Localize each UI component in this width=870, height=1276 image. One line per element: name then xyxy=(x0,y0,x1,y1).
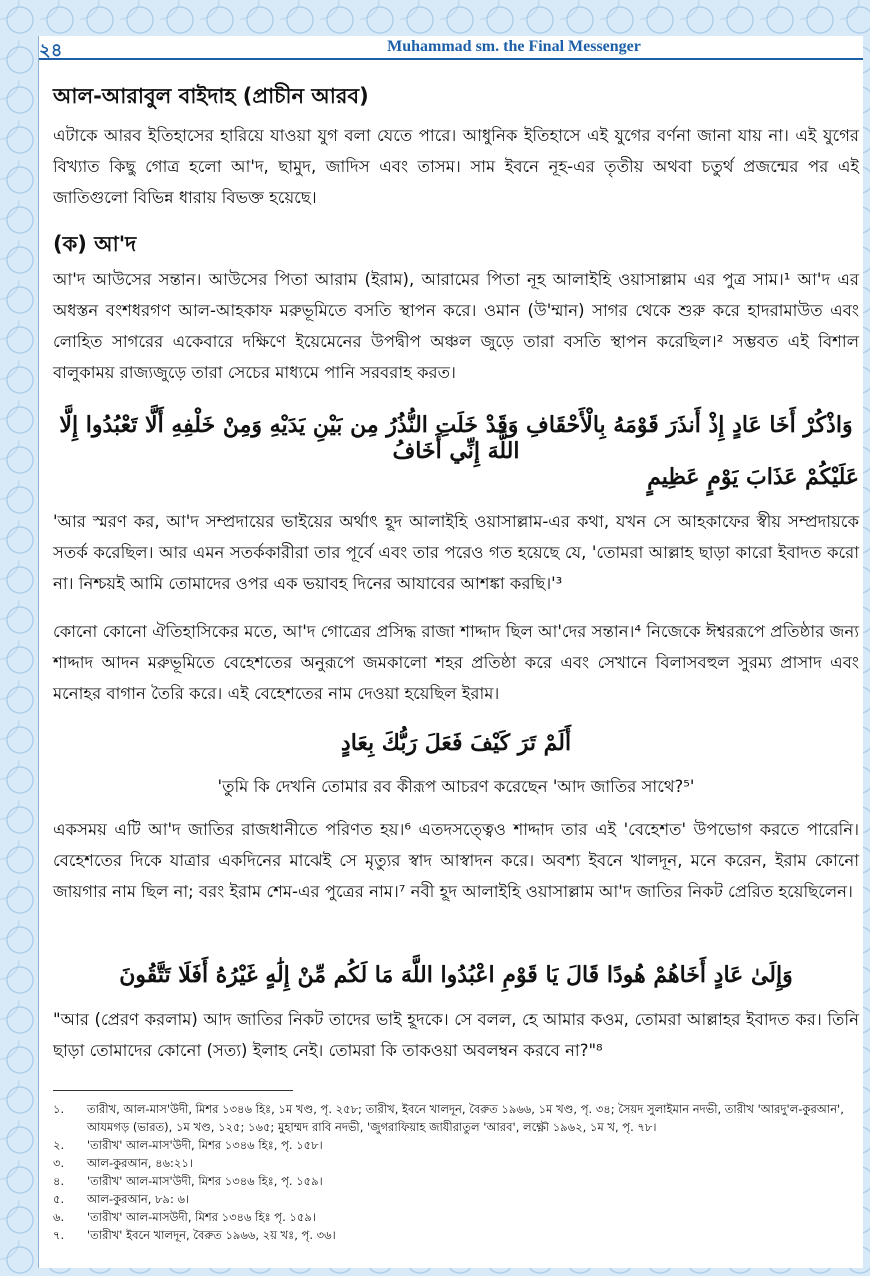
footnote xyxy=(53,1190,853,1208)
aad-paragraph: আ'দ আউসের সন্তান। আউসের পিতা আরাম (ইরাম), আরামের পিতা নূহ আলাইহি ওয়াসাল্লাম এর পুত্র সাম।¹ আ'দ এর অধস্তন বংশধরগণ আল-আহকাফ মরুভূমিতে বসতি স্থাপন করে। ওমান (উ'ম্মান) সাগর থেকে শুরু করে হাদরামাউত এবং লোহিত সাগরের একেবারে দক্ষিণে ইয়েমেনের উপদ্বীপ অঞ্চল জুড়ে তারা বসতি স্থাপন করেছিল।² সম্ভবত এই বিশাল বালুকাময় রাজ্যজুড়ে তারা সেচের মাধ্যমে পানি সরবরাহ করত। xyxy=(53,270,859,382)
footnote-number: ৫. xyxy=(53,1192,65,1206)
footnote-text: 'তারীখ' আল-মাস'উদী, মিশর ১৩৪৬ হিঃ, পৃ. ১৫৮। xyxy=(87,1138,323,1152)
capital-paragraph: একসময় এটি আ'দ জাতির রাজধানীতে পরিণত হয়।⁶ এতদসত্ত্বেও শাদ্দাদ তার এই 'বেহেশত' উপভোগ করতে পারেনি। বেহেশতের দিকে যাত্রার একদিনের মাঝেই সে মৃত্যুর স্বাদ আস্বাদন করে। অবশ্য ইবনে খালদূন, মনে করেন, ইরাম কোনো জায়গার নাম ছিল না; বরং ইরাম শেম-এর পুত্রের নাম।⁷ নবী হূদ আলাইহি ওয়াসাল্লাম আ'দ জাতির নিকট প্রেরিত হয়েছিলেন। xyxy=(53,820,859,901)
footnote-text: 'তারীখ' আল-মাস'উদী, মিশর ১৩৪৬ হিঃ, পৃ. ১৫৯। xyxy=(87,1174,323,1188)
shaddad-paragraph: কোনো কোনো ঐতিহাসিকের মতে, আ'দ গোত্রের প্রসিদ্ধ রাজা শাদ্দাদ ছিল আ'দের সন্তান।⁴ নিজেকে ঈশ্বররূপে প্রতিষ্ঠার জন্য শাদ্দাদ আদন মরুভূমিতে বেহেশতের অনুরূপে জমকালো শহর প্রতিষ্ঠা করে এবং সেখানে বিলাসবহুল সুরম্য প্রাসাদ এবং মনোহর বাগান তৈরি করে। এই বেহেশতের নাম দেওয়া হয়েছিল ইরাম। xyxy=(53,622,859,703)
footnote-text: 'তারীখ' ইবনে খালদূন, বৈরুত ১৯৬৬, ২য় খঃ, পৃ. ৩৬। xyxy=(87,1228,336,1242)
footnote-text: 'তারীখ' আল-মাসউদী, মিশর ১৩৪৬ হিঃ পৃ. ১৫৯। xyxy=(87,1210,316,1224)
translation-3: "আর (প্রেরণ করলাম) আদ জাতির নিকট তাদের ভাই হূদকে। সে বলল, হে আমার কওম, তোমরা আল্লাহর ইবাদত কর। তিনি ছাড়া তোমাদের কোনো (সত্য) ইলাহ নেই। তোমরা কি তাকওয়া অবলম্বন করবে না?"⁸ xyxy=(53,1010,859,1060)
intro-paragraph: এটাকে আরব ইতিহাসের হারিয়ে যাওয়া যুগ বলা যেতে পারে। আধুনিক ইতিহাসে এই যুগের বর্ণনা জানা যায় না। এই যুগের বিখ্যাত কিছু গোত্র হলো আ'দ, ছামুদ, জাদিস এবং তাসম। সাম ইবনে নূহ-এর তৃতীয় অথবা চতুর্থ প্রজন্মের পর এই জাতিগুলো বিভিন্ন ধারায় বিভক্ত হয়েছে। xyxy=(53,126,859,207)
arabic-verse-2: أَلَمْ تَرَ كَيْفَ فَعَلَ رَبُّكَ بِعَادٍ xyxy=(340,730,572,756)
footnote-number: ৬. xyxy=(53,1210,65,1224)
footnotes xyxy=(53,1100,853,1244)
footnote-number: ৪. xyxy=(53,1174,65,1188)
running-title: Muhammad sm. the Final Messenger xyxy=(387,38,641,55)
translation-2: 'তুমি কি দেখনি তোমার রব কীরূপ আচরণ করেছেন 'আদ জাতির সাথে?⁵' xyxy=(217,777,695,796)
footnote-number: ১. xyxy=(53,1102,65,1116)
arabic-verse-1-line-2: عَلَيْكُمْ عَذَابَ يَوْمٍ عَظِيمٍ xyxy=(647,464,859,490)
footnote-text: আল-কুরআন, ৮৯: ৬। xyxy=(87,1192,190,1206)
footnote-number: ৩. xyxy=(53,1156,65,1170)
footnote xyxy=(53,1226,853,1244)
footnote-divider xyxy=(53,1090,293,1091)
subheading-aad: (ক) আ'দ xyxy=(53,232,137,256)
arabic-verse-3: وَإِلَىٰ عَادٍ أَخَاهُمْ هُودًا قَالَ يَا قَوْمِ اعْبُدُوا اللَّهَ مَا لَكُم مِّنْ إِلَٰهٍ غَيْرُهُ أَفَلَا تَتَّقُونَ xyxy=(119,962,793,988)
footnote xyxy=(53,1154,853,1172)
footnote-number: ২. xyxy=(53,1138,65,1152)
footnote-number: ৭. xyxy=(53,1228,65,1242)
page-number: ২৪ xyxy=(39,40,63,61)
footnote-text: আল-কুরআন, ৪৬:২১। xyxy=(87,1156,193,1170)
footnote xyxy=(53,1100,853,1136)
footnote xyxy=(53,1172,853,1190)
arabic-verse-1-line-1: وَاذْكُرْ أَخَا عَادٍ إِذْ أَنذَرَ قَوْمَهُ بِالْأَحْقَافِ وَقَدْ خَلَتِ النُّذُرُ مِن بَيْنِ يَدَيْهِ وَمِنْ خَلْفِهِ أَلَّا تَعْبُدُوا إِلَّا اللَّهَ إِنِّي أَخَافُ xyxy=(59,412,853,464)
footnote xyxy=(53,1136,853,1154)
section-heading: আল-আরাবুল বাইদাহ (প্রাচীন আরব) xyxy=(53,84,369,108)
page-header xyxy=(39,36,863,60)
book-page xyxy=(38,36,863,1268)
translation-1: 'আর স্মরণ কর, আ'দ সম্প্রদায়ের ভাইয়ের অর্থাৎ হূদ আলাইহি ওয়াসাল্লাম-এর কথা, যখন সে আহকাফের স্বীয় সম্প্রদায়কে সতর্ক করেছিল। আর এমন সতর্ককারীরা তার পূর্বে এবং তার পরেও গত হয়েছে যে, 'তোমরা আল্লাহ ছাড়া কারো ইবাদত করো না। নিশ্চয়ই আমি তোমাদের ওপর এক ভয়াবহ দিনের আযাবের আশঙ্কা করছি।'³ xyxy=(53,512,859,593)
footnote xyxy=(53,1208,853,1226)
footnote-text: তারীখ, আল-মাস'উদী, মিশর ১৩৪৬ হিঃ, ১ম খণ্ড, পৃ. ২৫৮; তারীখ, ইবনে খালদূন, বৈরুত ১৯৬৬, ১ম খণ্ড, পৃ. ৩৪; সৈয়দ সুলাইমান নদভী, তারীখ 'আরদু'ল-কুরআন', আযমগড় (ভারত), ১ম খণ্ড, ১২৫; ১৬৫; মুহাম্মদ রাবি নদভী, 'জুগরাফিয়াহ জাযীরাতুল 'আরব', লক্ষ্ণৌ ১৯৬২, ১ম খ, পৃ. ৭৮। xyxy=(87,1102,844,1134)
